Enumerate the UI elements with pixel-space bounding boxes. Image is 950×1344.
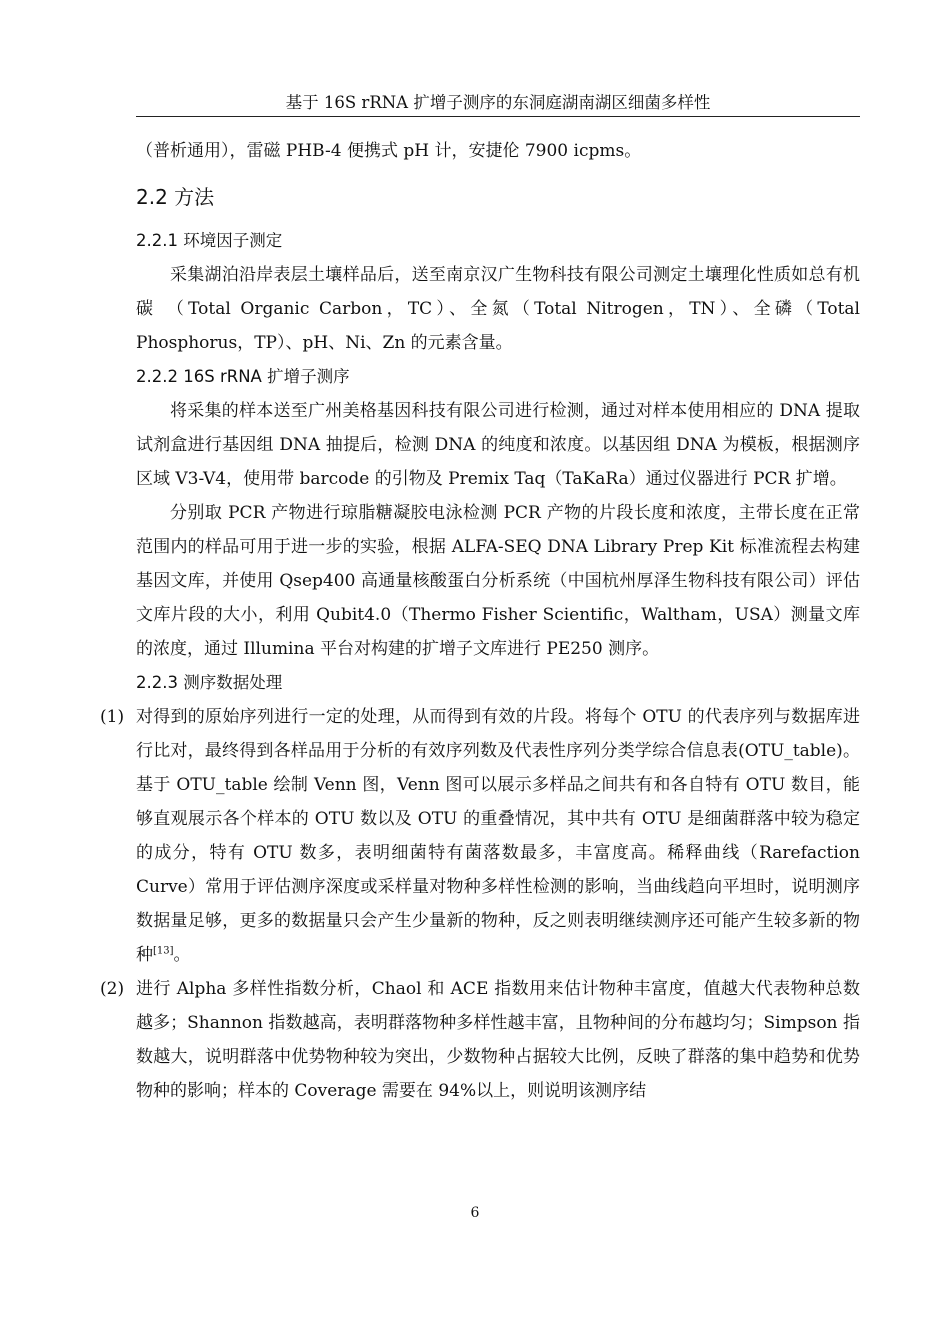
list-item-text xyxy=(136,700,860,972)
list-item-end: 。 xyxy=(173,945,191,965)
subsection-heading-2-2-1: 2.2.1 环境因子测定 xyxy=(136,231,283,250)
list-item-text: 进行 Alpha 多样性指数分析，Chaol 和 ACE 指数用来估计物种丰富度，值越大代表物种总数越多；Shannon 指数越高，表明群落物种多样性越丰富，且物种间的分布越均匀；Simpson 指数越大，说明群落中优势物种较为突出，少数物种占据较大比例，反映了群落的集中趋势和优势物种的影响；样本的 Coverage 需要在 94%以上，则说明该测序结 xyxy=(136,979,860,1101)
paragraph-sequencing-1: 将采集的样本送至广州美格基因科技有限公司进行检测，通过对样本使用相应的 DNA 提取试剂盒进行基因组 DNA 抽提后，检测 DNA 的纯度和浓度。以基因组 DNA 为模板，根据测序区域 V3-V4，使用带 barcode 的引物及 Premix Taq（TaKaRa）通过仪器进行 PCR 扩增。 xyxy=(136,401,860,489)
subsection-heading-2-2-3: 2.2.3 测序数据处理 xyxy=(136,673,283,692)
subsection-heading-2-2-2: 2.2.2 16S rRNA 扩增子测序 xyxy=(136,367,350,386)
list-number: (1) xyxy=(100,707,125,727)
page-content xyxy=(100,134,860,1108)
running-header: 基于 16S rRNA 扩增子测序的东洞庭湖南湖区细菌多样性 xyxy=(136,92,860,117)
intro-line: （普析通用），雷磁 PHB-4 便携式 pH 计，安捷伦 7900 icpms。 xyxy=(136,141,642,161)
section-heading-2-2: 2.2 方法 xyxy=(136,185,215,209)
paragraph-environment-factors: 采集湖泊沿岸表层土壤样品后，送至南京汉广生物科技有限公司测定土壤理化性质如总有机碳 （Total Organic Carbon，TC）、全氮（Total Nitrogen，TN）、全磷（Total Phosphorus，TP）、pH、Ni、Zn 的元素含量。 xyxy=(136,265,860,353)
list-item-body: 对得到的原始序列进行一定的处理，从而得到有效的片段。将每个 OTU 的代表序列与数据库进行比对，最终得到各样品用于分析的有效序列数及代表性序列分类学综合信息表(OTU_table)。基于 OTU_table 绘制 Venn 图，Venn 图可以展示多样品之间共有和各自特有 OTU 数目，能够直观展示各个样本的 OTU 数以及 OTU 的重叠情况，其中共有 OTU 是细菌群落中较为稳定的成分，特有 OTU 数多，表明细菌特有菌落数最多，丰富度高。稀释曲线（Rarefaction Curve）常用于评估测序深度或采样量对物种多样性检测的影响，当曲线趋向平坦时，说明测序数据量足够，更多的数据量只会产生少量新的物种，反之则表明继续测序还可能产生较多新的物种 xyxy=(136,707,860,965)
list-number: (2) xyxy=(100,979,125,999)
paragraph-sequencing-2: 分别取 PCR 产物进行琼脂糖凝胶电泳检测 PCR 产物的片段长度和浓度，主带长度在正常范围内的样品可用于进一步的实验，根据 ALFA-SEQ DNA Library Prep Kit 标准流程去构建基因文库，并使用 Qsep400 高通量核酸蛋白分析系统（中国杭州厚泽生物科技有限公司）评估文库片段的大小，利用 Qubit4.0（Thermo Fisher Scientific，Waltham，USA）测量文库的浓度，通过 Illumina 平台对构建的扩增子文库进行 PE250 测序。 xyxy=(136,503,860,659)
list-item-2 xyxy=(100,972,860,1108)
list-item-1 xyxy=(100,700,860,972)
citation-ref[interactable]: [13] xyxy=(153,945,174,957)
page-number: 6 xyxy=(470,1205,480,1221)
